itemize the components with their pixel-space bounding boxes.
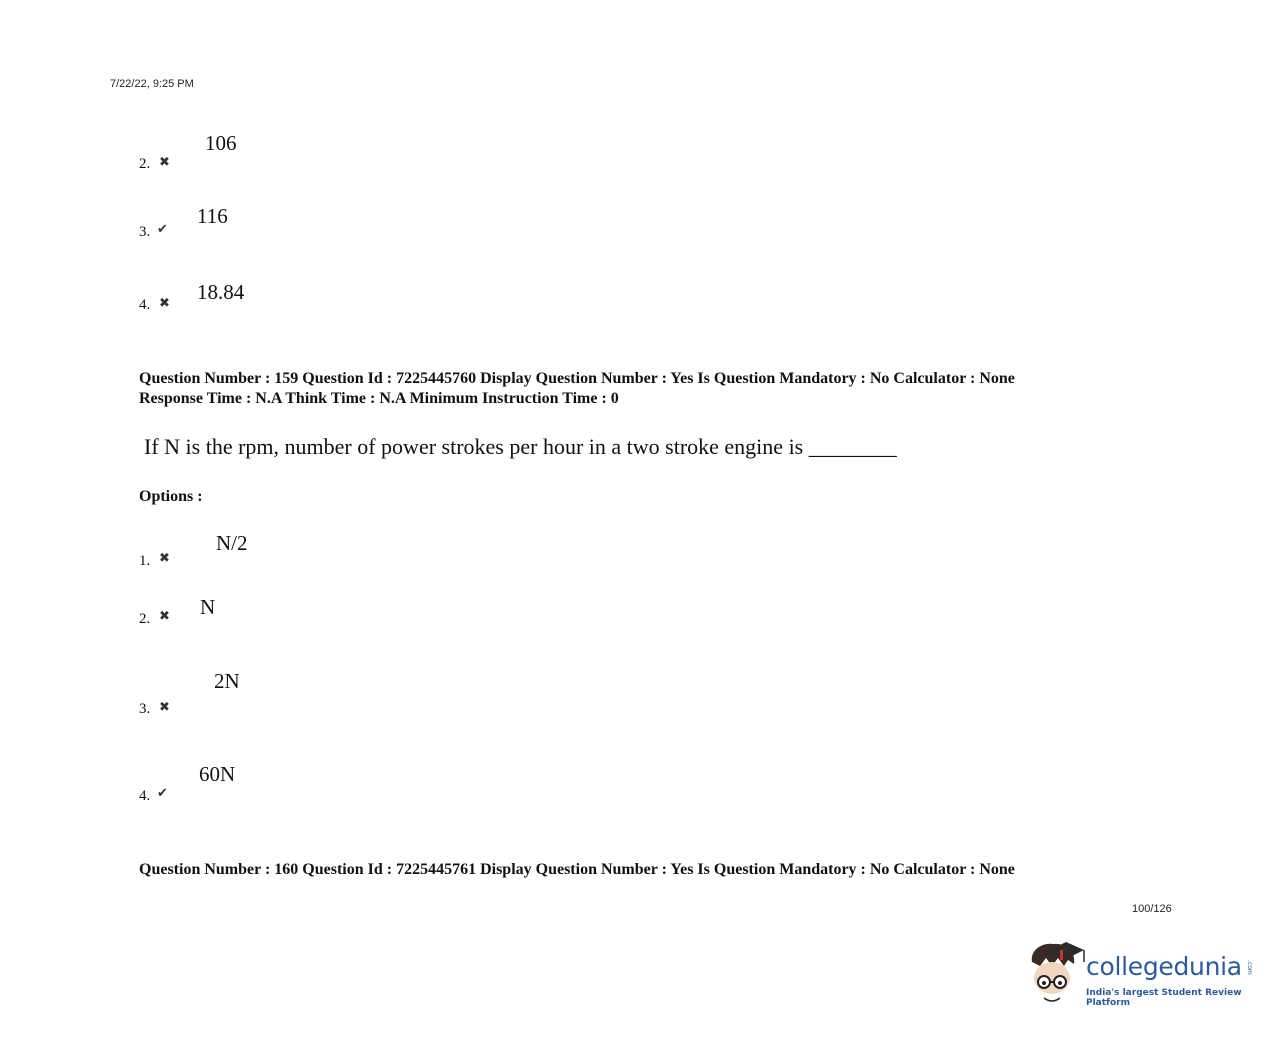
- student-mascot-icon: [1024, 938, 1086, 1010]
- wrong-mark-icon: ✖: [159, 154, 170, 169]
- option-value: N/2: [216, 531, 248, 555]
- option-number: 3.: [139, 224, 151, 240]
- option-number: 3.: [139, 701, 151, 717]
- question-meta: Question Number : 160 Question Id : 7225445761 Display Question Number : Yes Is Question Mandatory : No Calculator : None: [139, 861, 1015, 878]
- question-text: If N is the rpm, number of power strokes per hour in a two stroke engine is ________: [144, 434, 897, 459]
- correct-mark-icon: ✔: [157, 785, 168, 800]
- option-value: 116: [197, 204, 228, 228]
- print-timestamp: 7/22/22, 9:25 PM: [110, 78, 194, 90]
- option-number: 2.: [139, 156, 151, 172]
- option-value: 60N: [199, 762, 236, 786]
- wrong-mark-icon: ✖: [159, 608, 170, 623]
- wrong-mark-icon: ✖: [159, 550, 170, 565]
- option-number: 1.: [139, 553, 151, 569]
- option-value: N: [200, 595, 216, 619]
- option-number: 4.: [139, 297, 151, 313]
- logo-tagline: India's largest Student Review Platform: [1086, 988, 1242, 1008]
- correct-mark-icon: ✔: [157, 221, 168, 236]
- question-timing: Response Time : N.A Think Time : N.A Minimum Instruction Time : 0: [139, 390, 619, 407]
- options-label: Options :: [139, 488, 203, 505]
- option-value: 2N: [214, 669, 240, 693]
- logo-wordmark: collegedunia: [1086, 952, 1242, 981]
- logo-domain-suffix: .com: [1246, 960, 1253, 975]
- page-number: 100/126: [1132, 903, 1172, 915]
- option-value: 18.84: [197, 280, 245, 304]
- wrong-mark-icon: ✖: [159, 295, 170, 310]
- question-meta: Question Number : 159 Question Id : 7225445760 Display Question Number : Yes Is Question Mandatory : No Calculator : None: [139, 370, 1015, 387]
- wrong-mark-icon: ✖: [159, 699, 170, 714]
- collegedunia-logo: [1024, 938, 1256, 1010]
- option-number: 4.: [139, 788, 151, 804]
- option-value: 106: [205, 131, 237, 155]
- option-number: 2.: [139, 611, 151, 627]
